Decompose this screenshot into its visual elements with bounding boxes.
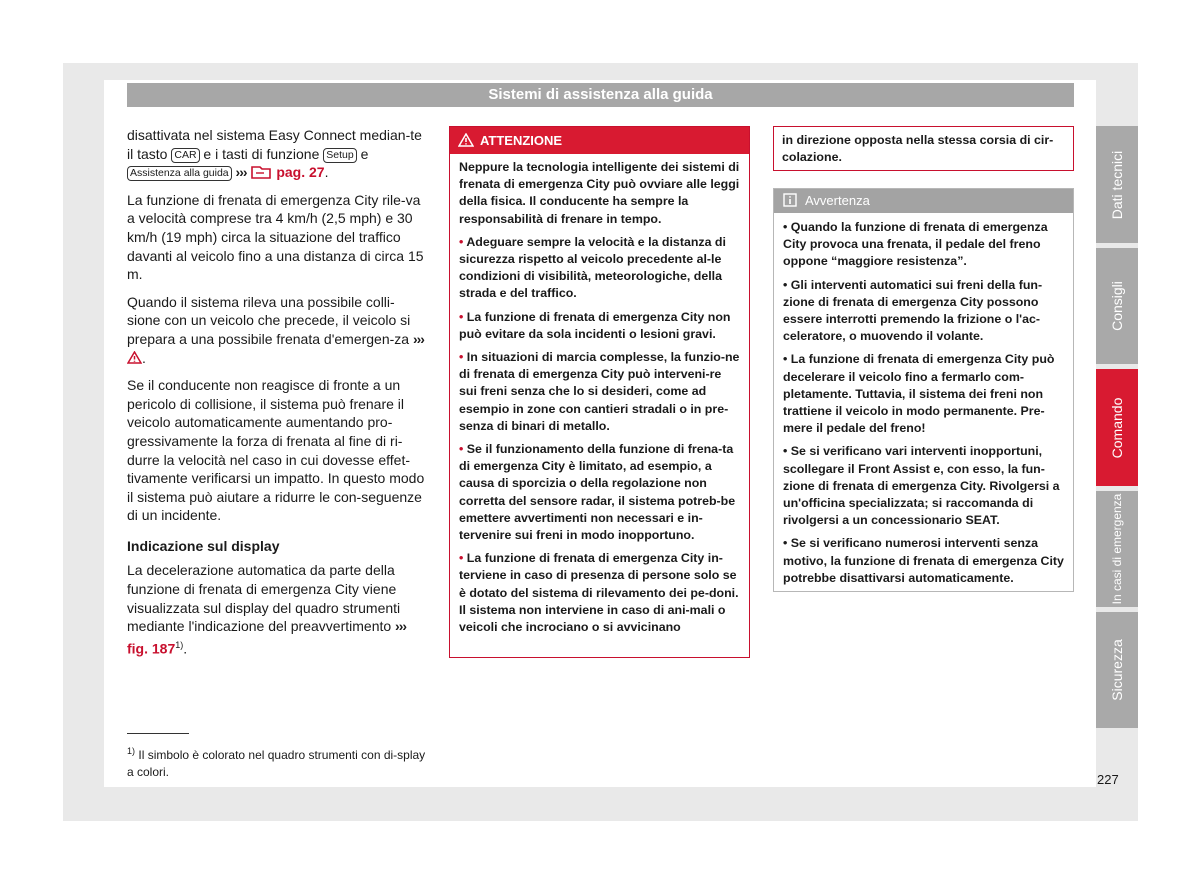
bullet-icon: • (459, 442, 464, 457)
list-item-text: Se si verificano numerosi interventi senza motivo, la funzione di frenata di emergenza City potrebbe disattivarsi automaticamente. (783, 536, 1064, 585)
warning-intro: Neppure la tecnologia intelligente dei sistemi di frenata di emergenza City può ovviare alle leggi della fisica. Il conducente ha sempre la responsabilità di frenare in tempo. (459, 160, 740, 226)
bullet-icon: • (783, 536, 788, 551)
list-item (783, 277, 1065, 346)
right-column (773, 126, 1074, 592)
warning-header (450, 127, 749, 154)
paragraph-display: La decelerazione automatica da parte della funzione di frenata di emergenza City viene visualizzata sul display del quadro strumenti mediante l'indicazione del preavvertimento ››› fig. 187$^{1)}$. (127, 562, 407, 657)
list-item-text: La funzione di frenata di emergenza City può decelerare il veicolo fino a fermarlo com-pletamente. Tuttavia, il sistema dei freni non trattiene il veicolo in modo permanente. Pre-mere il pedale del freno! (783, 352, 1055, 436)
note-box (773, 188, 1074, 592)
tab-emergenza[interactable] (1096, 491, 1138, 607)
tab-label: Comando (1109, 397, 1125, 458)
footnote-marker: 1) (175, 639, 184, 650)
list-item (783, 535, 1065, 587)
chevron-icon: ››› (412, 330, 424, 347)
bullet-icon: • (783, 352, 788, 367)
note-title: Avvertenza (805, 193, 870, 208)
bullet-icon: • (459, 551, 464, 566)
warning-title: ATTENZIONE (480, 133, 563, 148)
list-item (783, 219, 1065, 271)
figure-ref-link[interactable]: fig. 187 (127, 640, 176, 657)
detect-text: Quando il sistema rileva una possibile colli-sione con un veicolo che precede, il veicolo si prepara a una possibile frenata d'emergen-za (127, 293, 411, 347)
list-item (459, 309, 741, 343)
tab-label: In casi di emergenza (1110, 493, 1124, 605)
list-item (783, 351, 1065, 437)
chevron-icon: ››› (395, 618, 407, 635)
tab-sicurezza[interactable] (1096, 612, 1138, 728)
note-header (774, 189, 1073, 213)
list-item (459, 441, 741, 544)
tab-comando[interactable] (1096, 369, 1138, 486)
bullet-icon: • (783, 277, 788, 292)
tab-label: Consigli (1109, 281, 1125, 331)
car-key: CAR (171, 148, 199, 163)
list-item-text: Quando la funzione di frenata di emergenza City provoca una frenata, il pedale del freno oppone “maggiore resistenza”. (783, 220, 1048, 269)
warning-body (450, 154, 749, 636)
bullet-icon: • (459, 350, 464, 365)
warning-triangle-icon (458, 133, 474, 147)
footnote-text: Il simbolo è colorato nel quadro strumenti con di-splay a colori. (127, 748, 426, 779)
book-ref-icon (250, 165, 272, 179)
list-item-text: Gli interventi automatici sui freni della fun-zione di frenata di emergenza City possono essere interrotti premendo la frizione o l'ac-celeratore, o muovendo il volante. (783, 277, 1043, 344)
list-item-text: Adeguare sempre la velocità e la distanza di sicurezza rispetto al veicolo precedente al-le condizioni di visibilità, meteorologiche, della strada e del traffico. (459, 234, 726, 301)
info-icon (783, 193, 797, 207)
paragraph-detect: Quando il sistema rileva una possibile colli-sione con un veicolo che precede, il veicolo si prepara a una possibile frenata d'emergen-za ››› . (127, 293, 424, 366)
warning-box (449, 126, 750, 658)
tab-dati-tecnici[interactable] (1096, 126, 1138, 243)
bullet-icon: • (783, 220, 788, 234)
list-item (459, 234, 741, 303)
list-item-text: La funzione di frenata di emergenza City in-terviene in caso di presenza di persone solo se è dotato del sistema di rilevamento dei pe-doni. Il sistema non interviene in caso di ani-mali o veicoli che incrociano o si avvicinano (459, 551, 739, 635)
tab-consigli[interactable] (1096, 248, 1138, 364)
setup-key: Setup (323, 148, 356, 163)
note-body (774, 213, 1073, 587)
tab-label: Dati tecnici (1109, 150, 1125, 219)
bullet-icon: • (783, 444, 788, 459)
footnote (127, 743, 427, 781)
list-item (459, 550, 741, 636)
tab-label: Sicurezza (1109, 639, 1125, 701)
main-column (127, 126, 427, 667)
list-item-text: Se si verificano vari interventi inopportuni, scollegare il Front Assist e, con esso, la fun-zione di frenata di emergenza City. Rivolgersi a un'officina specializzata; si raccomanda di rivolgersi a un concessionario SEAT. (783, 444, 1060, 528)
paragraph-intro: disattivata nel sistema Easy Connect median-te il tasto CAR e i tasti di funzione Setup e Assistenza alla guida ››› pag. 27. (127, 127, 422, 181)
list-item (783, 443, 1065, 529)
paragraph-range: La funzione di frenata di emergenza City rile-va a velocità comprese tra 4 km/h (2,5 mph) e 30 km/h (19 mph) circa la situazione del traffico davanti al veicolo fino a una distanza di circa 15 m. (127, 191, 424, 283)
intro-text-2: e i tasti di funzione (203, 145, 320, 162)
subheading-display: Indicazione sul display (127, 537, 280, 554)
list-item (459, 349, 741, 435)
bullet-icon: • (459, 309, 464, 324)
assist-key: Assistenza alla guida (127, 166, 232, 181)
page-number: 227 (1097, 772, 1119, 787)
footnote-number: 1) (127, 746, 136, 756)
intro-text-3: e (360, 145, 369, 162)
page-ref-link[interactable]: pag. 27 (276, 164, 325, 181)
warning-continuation: in direzione opposta nella stessa corsia di cir-colazione. (773, 126, 1074, 171)
list-item-text: La funzione di frenata di emergenza City non può evitare da sola incidenti o lesioni gravi. (459, 309, 731, 341)
bullet-icon: • (459, 234, 464, 249)
footnote-rule (127, 733, 189, 734)
chevron-icon: ››› (235, 164, 247, 181)
warning-triangle-icon[interactable] (127, 351, 142, 364)
display-text: La decelerazione automatica da parte della funzione di frenata di emergenza City viene visualizzata sul display del quadro strumenti mediante l'indicazione del preavvertimento (127, 562, 401, 635)
list-item-text: Se il funzionamento della funzione di frena-ta di emergenza City è limitato, ad esempio, a causa di sporcizia o della regolazione non corretta del sensore radar, il sistema potreb-be emettere avvertimenti non necessari e in-tervenire sui freni in modo inopportuno. (459, 442, 736, 543)
paragraph-brake: Se il conducente non reagisce di fronte a un pericolo di collisione, il sistema può frenare il veicolo automaticamente aumentando pro-gressivamente la forza di frenata al fine di ri-durre la velocità nel caso in cui dovesse effet-tivamente verificarsi un impatto. In questo modo il sistema può aiutare a ridurre le con-seguenze di un incidente. (127, 377, 425, 524)
section-header: Sistemi di assistenza alla guida (127, 83, 1074, 107)
list-item-text: In situazioni di marcia complesse, la funzio-ne di frenata di emergenza City può interveni-re sui freni senza che lo si desideri, come ad esempio in zone con cantieri stradali o in pre-senza di binari di metallo. (459, 350, 740, 433)
intro-text: disattivata nel sistema Easy Connect median-te il tasto (127, 127, 422, 162)
